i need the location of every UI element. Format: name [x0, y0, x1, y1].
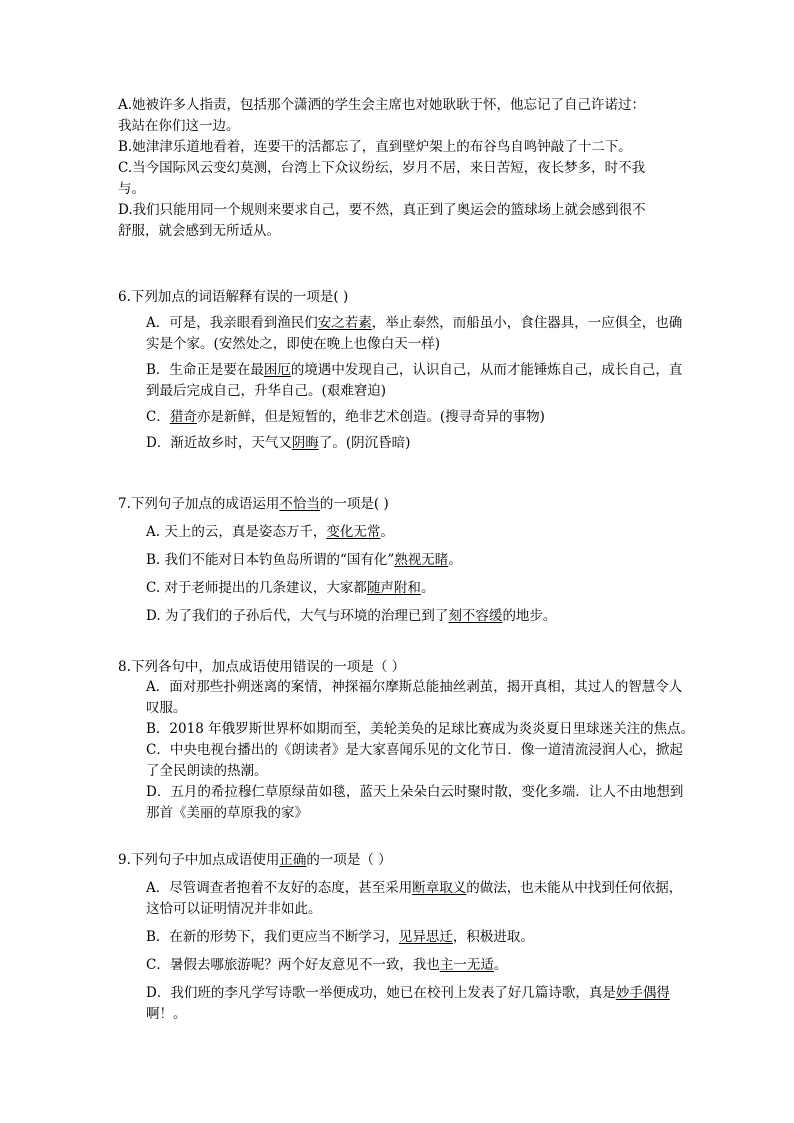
question-9 [118, 850, 708, 871]
q8-line-1: A．面对那些扑朔迷离的案情，神探福尔摩斯总能抽丝剥茧，揭开真相，其过人的智慧令人 [146, 679, 683, 695]
q9-option-a-line-1: A．尽管调查者抱着不友好的态度，甚至采用断章取义的做法，也未能从中找到任何依据， [146, 880, 683, 896]
q9-stem-key: 正确 [279, 852, 307, 868]
q6-option-c-term: 猎奇 [169, 409, 197, 425]
q8-line-7: 那首《美丽的草原我的家》 [146, 805, 308, 821]
q9-option-d-line-2: 啊！。 [146, 1006, 187, 1022]
question-7-options [118, 522, 708, 627]
q5-line-2: 我站在你们这一边。 [118, 118, 240, 134]
question-8 [118, 657, 708, 678]
q9-option-d-term: 妙手偶得 [615, 985, 670, 1001]
q5-line-1: A.她被许多人指责，包括那个潇洒的学生会主席也对她耿耿于怀，他忘记了自己许诺过： [118, 97, 646, 113]
q6-option-b-line-2: 到最后完成自己，升华自己。(艰难窘迫) [146, 383, 387, 399]
q8-line-4: C．中央电视台播出的《朗读者》是大家喜闻乐见的文化节日．像一道清流浸润人心，掀起 [146, 742, 683, 758]
q9-option-d-line-1: D．我们班的李凡学写诗歌一举便成功，她已在校刊上发表了好几篇诗歌，真是妙手偶得 [146, 985, 670, 1001]
q8-line-6: D．五月的希拉穆仁草原绿苗如毯，蓝天上朵朵白云时聚时散，变化多端．让人不由地想到 [146, 784, 684, 800]
q9-option-c-term: 主一无适 [439, 957, 494, 973]
q7-option-d: D. 为了我们的子孙后代，大气与环境的治理已到了刻不容缓的地步。 [146, 608, 557, 624]
q6-option-a-term: 安之若素 [317, 315, 372, 331]
q9-option-a-line-2: 这恰可以证明情况并非如此。 [146, 901, 322, 917]
q5-line-6: D.我们只能用同一个规则来要求自己，要不然，真正到了奥运会的篮球场上就会感到很不 [118, 202, 646, 218]
q7-option-d-term: 刻不容缓 [448, 608, 503, 624]
q6-option-a-line-1: A．可是，我亲眼看到渔民们安之若素，举止泰然，而船虽小，食住器具，一应俱全，也确 [146, 315, 683, 331]
q6-option-a-line-2: 实是个家。(安然处之，即使在晚上也像白天一样) [146, 336, 441, 352]
question-5-options [118, 95, 708, 242]
q7-stem-key: 不恰当 [279, 496, 320, 512]
q9-option-c: C．暑假去哪旅游呢？两个好友意见不一致，我也主一无适。 [146, 957, 508, 973]
q7-option-c: C. 对于老师提出的几条建议，大家都随声附和。 [146, 580, 435, 596]
question-6-options [118, 313, 708, 454]
q7-option-b-term: 熟视无睹 [394, 552, 449, 568]
q6-option-b-term: 困厄 [263, 362, 291, 378]
q8-line-3: B．2018 年俄罗斯世界杯如期而至，美轮美奂的足球比赛成为炎炎夏日里球迷关注的焦点。 [146, 721, 695, 737]
q6-option-d: D．渐近故乡时，天气又阴晦了。(阴沉昏暗) [146, 435, 411, 451]
q7-option-a: A. 天上的云，真是姿态万千，变化无常。 [146, 524, 394, 540]
question-8-options [118, 677, 708, 824]
q9-option-a-term: 断章取义 [412, 880, 467, 896]
q7-option-c-term: 随声附和 [366, 580, 421, 596]
question-7 [118, 494, 708, 515]
q5-line-4: C.当今国际风云变幻莫测，台湾上下众议纷纭，岁月不居，来日苦短，夜长梦多，时不我 [118, 160, 646, 176]
q5-line-3: B.她津津乐道地看着，连要干的活都忘了，直到壁炉架上的布谷鸟自鸣钟敲了十二下。 [118, 139, 632, 155]
q7-option-b: B. 我们不能对日本钓鱼岛所谓的“国有化”熟视无睹。 [146, 552, 462, 568]
q6-option-b-line-1: B．生命正是要在最困厄的境遇中发现自己，认识自己，从而才能锤炼自己，成长自己，直 [146, 362, 683, 378]
q5-line-7: 舒服，就会感到无所适从。 [118, 223, 280, 239]
q9-stem: 9.下列句子中加点成语使用正确的一项是（ ） [118, 852, 392, 868]
question-9-options [118, 878, 708, 1025]
q9-option-b-term: 见异思迁 [398, 929, 453, 945]
q8-line-5: 了全民朗读的热潮。 [146, 763, 268, 779]
q9-option-b: B．在新的形势下，我们更应当不断学习，见异思迁，积极进取。 [146, 929, 534, 945]
q7-stem: 7.下列句子加点的成语运用不恰当的一项是( ) [118, 496, 389, 512]
q6-option-d-term: 阴晦 [291, 435, 319, 451]
q7-option-a-term: 变化无常 [326, 524, 381, 540]
q6-option-c: C．猎奇亦是新鲜，但是短暂的，绝非艺术创造。(搜寻奇异的事物) [146, 409, 545, 425]
q6-stem: 6.下列加点的词语解释有误的一项是( ) [118, 289, 349, 305]
q8-line-2: 叹服。 [146, 700, 187, 716]
question-6 [118, 287, 708, 308]
q8-stem: 8.下列各句中，加点成语使用错误的一项是（ ） [118, 659, 406, 675]
q5-line-5: 与。 [118, 181, 145, 197]
